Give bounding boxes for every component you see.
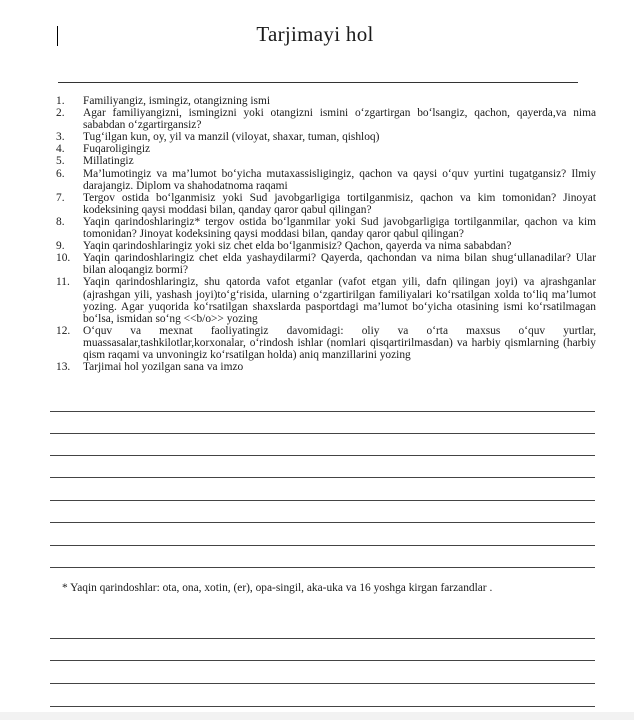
answer-line[interactable] <box>50 500 595 501</box>
answer-line[interactable] <box>50 660 595 661</box>
question-number: 3. <box>56 131 65 144</box>
question-text: Yaqin qarindoshlaringiz yoki siz chet elda bo‘lganmisiz? Qachon, qayerda va nima sababdan? <box>83 240 512 253</box>
question-item <box>56 252 596 276</box>
title-underline <box>58 82 578 83</box>
question-number: 6. <box>56 167 65 180</box>
question-item <box>56 325 596 361</box>
question-text: Yaqin qarindoshlaringiz chet elda yashaydilarmi? Qayerda, qachondan va nima bilan shug‘ullanadilar? Ular bilan aloqangiz bormi? <box>83 252 596 277</box>
footnote: * Yaqin qarindoshlar: ota, ona, xotin, (er), opa-singil, aka-uka va 16 yoshga kirgan farzandlar . <box>62 582 493 594</box>
answer-line[interactable] <box>50 411 595 412</box>
question-text: O‘quv va mexnat faoliyatingiz davomidagi: oliy va o‘rta maxsus o‘quv yurtlar, muassasalar,tashkilotlar,korxonalar, o‘rindosh ishlar (nomlari qisqartirilmasdan) va harbiy qismlarning (harbiy qism raqami va unvoningiz ko‘rsatilgan holda) aniq manzillarini yozing <box>83 324 596 361</box>
answer-line[interactable] <box>50 706 595 707</box>
question-item <box>56 143 596 155</box>
question-item <box>56 276 596 324</box>
question-text: Tug‘ilgan kun, oy, yil va manzil (viloyat, shaxar, tuman, qishloq) <box>83 131 380 144</box>
question-number: 4. <box>56 143 65 156</box>
question-number: 2. <box>56 107 65 120</box>
answer-line[interactable] <box>50 545 595 546</box>
question-item <box>56 131 596 143</box>
page-title <box>0 22 634 47</box>
answer-line[interactable] <box>50 477 595 478</box>
page-title-text: Tarjimayi hol <box>256 22 374 46</box>
question-item <box>56 168 596 192</box>
question-text: Familiyangiz, ismingiz, otangizning ismi <box>83 95 270 107</box>
question-item <box>56 95 596 107</box>
question-list <box>56 95 596 373</box>
answer-line[interactable] <box>50 683 595 684</box>
question-text: Agar familiyangizni, ismingizni yoki otangizni ismini o‘zgartirgan bo‘lsangiz, qachon, qayerda,va nima sababdan o‘zgartirgansiz? <box>83 107 596 132</box>
answer-line[interactable] <box>50 433 595 434</box>
question-text: Ma’lumotingiz va ma’lumot bo‘yicha mutaxassisligingiz, qachon va qaysi o‘quv yurtini tugatgansiz? Ilmiy darajangiz. Diplom va shahodatnoma raqami <box>83 167 596 192</box>
question-number: 11. <box>56 276 70 289</box>
question-item <box>56 155 596 167</box>
question-number: 5. <box>56 155 65 168</box>
question-text: Yaqin qarindoshlaringiz* tergov ostida bo‘lganmilar yoki Sud javobgarligiga tortilganmilar, qachon va kim tomonidan? Jinoyat kodeksining qaysi moddasi bilan, qanday qaror qabul qilingan? <box>83 215 596 241</box>
question-number: 12. <box>56 324 71 337</box>
question-text: Fuqaroligingiz <box>83 143 151 156</box>
question-number: 7. <box>56 191 65 204</box>
question-text: Tarjimai hol yozilgan sana va imzo <box>83 361 244 374</box>
answer-line[interactable] <box>50 638 595 639</box>
question-item <box>56 216 596 240</box>
question-number: 9. <box>56 240 65 253</box>
question-item <box>56 107 596 131</box>
question-item <box>56 240 596 252</box>
question-number: 13. <box>56 361 71 374</box>
question-item <box>56 192 596 216</box>
question-text: Millatingiz <box>83 155 134 168</box>
answer-line[interactable] <box>50 567 595 568</box>
question-text: Tergov ostida bo‘lganmisiz yoki Sud javobgarligiga tortilganmisiz, qachon va kim tomonidan? Jinoyat kodeksining qaysi moddasi bilan, qanday qaror qabul qilingan? <box>83 191 596 216</box>
question-number: 1. <box>56 95 65 107</box>
answer-line[interactable] <box>50 522 595 523</box>
question-number: 10. <box>56 252 71 265</box>
answer-line[interactable] <box>50 455 595 456</box>
question-number: 8. <box>56 215 65 228</box>
question-item <box>56 361 596 373</box>
page-bottom-edge <box>0 712 634 720</box>
question-text: Yaqin qarindoshlaringiz, shu qatorda vafot etganlar (vafot etgan yili, dafn qilingan joyi) va ajrashganlar (ajrashgan yili, yashash joyi)to‘g‘risida, ularning o‘zgartirilgan familiyalari ko‘rsatilgan xolda to‘liq ma’lumot yozing. Agar yuqorida ko‘rsatilgan shaxslarda pasportdagi ma’lumot bo‘yicha otasining ismi ko‘rsatilmagan bo‘lsa, ismidan so‘ng <<b/o>> yozing <box>83 276 596 325</box>
